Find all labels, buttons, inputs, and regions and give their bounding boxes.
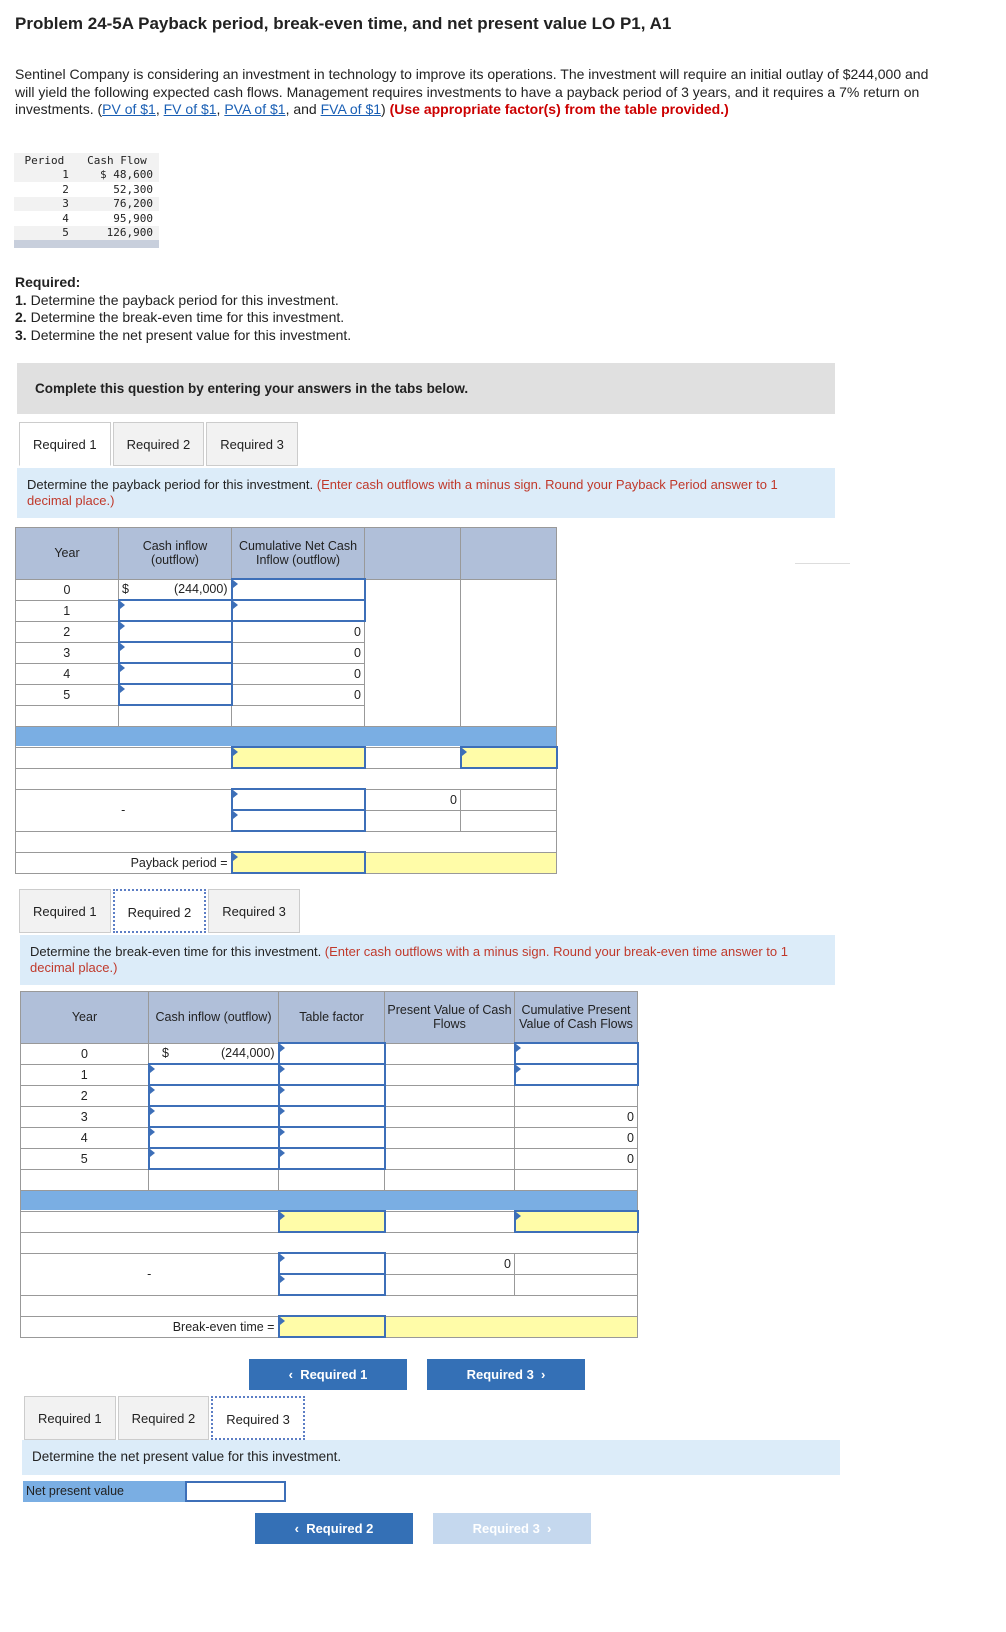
table-factor-input[interactable] — [279, 1106, 385, 1127]
payback-calc-input[interactable] — [232, 747, 365, 768]
table-row: 2 — [21, 1085, 638, 1106]
break-even-input[interactable] — [279, 1316, 385, 1337]
denominator-input[interactable] — [279, 1274, 385, 1295]
table-factor-input[interactable] — [279, 1127, 385, 1148]
table-row: 4 0 — [21, 1127, 638, 1148]
required-list: Required: 1. Determine the payback period for this investment. 2. Determine the break-even time for this investment. 3. Determine the net present value for this investment. — [15, 274, 352, 343]
npv-label: Net present value — [23, 1481, 185, 1502]
table-factor-input[interactable] — [279, 1148, 385, 1169]
tab-bar-2 — [19, 889, 302, 933]
cash-inflow-input[interactable] — [119, 663, 232, 684]
next-required-3-button-disabled: Required 3 › — [433, 1513, 591, 1544]
tab-required-2[interactable]: Required 2 — [113, 422, 205, 466]
payback-period-input[interactable] — [232, 852, 365, 873]
cash-inflow-input[interactable] — [119, 621, 232, 642]
cumulative-pv-input[interactable] — [515, 1043, 638, 1064]
fv-link[interactable]: FV of $1 — [163, 101, 217, 117]
table-row: 3 0 — [21, 1106, 638, 1127]
prev-required-2-button[interactable]: ‹ Required 2 — [255, 1513, 413, 1544]
cash-flow-table: Period Cash Flow 1 $ 48,600 2 52,300 3 76,200 4 95,900 5 126,900 — [14, 153, 159, 248]
numerator-input[interactable] — [232, 789, 365, 810]
table-row: 1 — [21, 1064, 638, 1085]
numerator-input[interactable] — [279, 1253, 385, 1274]
table-factor-input[interactable] — [279, 1085, 385, 1106]
payback-period-label: Payback period = — [16, 852, 232, 873]
table-factor-input[interactable] — [279, 1064, 385, 1085]
table-row: 0 $ (244,000) — [21, 1043, 638, 1064]
table-row: 5 0 — [16, 684, 557, 705]
cumulative-pv-input[interactable] — [515, 1064, 638, 1085]
pv-link[interactable]: PV of $1 — [102, 101, 156, 117]
page-title: Problem 24-5A Payback period, break-even time, and net present value LO P1, A1 — [15, 14, 672, 33]
table-factor-input[interactable] — [279, 1043, 385, 1064]
fva-link[interactable]: FVA of $1 — [320, 101, 382, 117]
tab-required-3[interactable]: Required 3 — [206, 422, 298, 466]
cash-inflow-input[interactable] — [149, 1085, 279, 1106]
break-even-table: Year Cash inflow (outflow) Table factor Present Value of Cash Flows Cumulative Present Value of Cash Flows 0 $ (244,000) 1 2 3 0 4 0 5 0 - 0 Break-even time = — [20, 991, 639, 1338]
payback-calc-input[interactable] — [461, 747, 557, 768]
part2-instructions: Determine the break-even time for this investment. (Enter cash outflows with a minus sign. Round your break-even time answer to 1 decimal place.) — [20, 935, 835, 985]
cumulative-input[interactable] — [232, 600, 365, 621]
cash-inflow-input[interactable] — [119, 600, 232, 621]
denominator-input[interactable] — [232, 810, 365, 831]
break-even-label: Break-even time = — [21, 1316, 279, 1337]
table-row: 4 0 — [16, 663, 557, 684]
tab-required-1[interactable]: Required 1 — [19, 422, 111, 466]
tab-bar-1 — [19, 422, 300, 466]
tab-required-3[interactable]: Required 3 — [208, 889, 300, 933]
table-row: 3 0 — [16, 642, 557, 663]
cumulative-input[interactable] — [232, 579, 365, 600]
factor-note: (Use appropriate factor(s) from the table provided.) — [389, 101, 729, 117]
problem-intro: Sentinel Company is considering an investment in technology to improve its operations. The investment will require an initial outlay of $244,000 and will yield the following expected cash flows. Management requires investments to have a payback period of 3 years, and it requires a 7% return on investments. (PV of $1, FV of $1, PVA of $1, and FVA of $1) (Use appropriate factor(s) from the table provided.) — [15, 66, 929, 117]
tab-required-2[interactable]: Required 2 — [118, 1396, 210, 1440]
table-row: 5 0 — [21, 1148, 638, 1169]
cash-inflow-input[interactable] — [149, 1127, 279, 1148]
table-row: 3 76,200 — [14, 197, 159, 212]
tab-required-2[interactable]: Required 2 — [113, 889, 207, 933]
cash-inflow-input[interactable] — [119, 684, 232, 705]
break-even-calc-input[interactable] — [279, 1211, 385, 1232]
instructions-banner: Complete this question by entering your answers in the tabs below. — [17, 363, 835, 414]
prev-required-1-button[interactable]: ‹ Required 1 — [249, 1359, 407, 1390]
break-even-calc-input[interactable] — [515, 1211, 638, 1232]
cash-inflow-input[interactable] — [149, 1064, 279, 1085]
tab-required-3[interactable]: Required 3 — [211, 1396, 305, 1440]
table-row: 5 126,900 — [14, 226, 159, 241]
table-row: 0 $ (244,000) — [16, 579, 557, 600]
table-row: 1 — [16, 600, 557, 621]
cash-inflow-input[interactable] — [119, 642, 232, 663]
payback-table: Year Cash inflow (outflow) Cumulative Net Cash Inflow (outflow) 0 $ (244,000) 1 2 0 3 0 4 0 5 0 - 0 Payback period = — [15, 527, 558, 874]
cash-inflow-input[interactable] — [149, 1106, 279, 1127]
cash-inflow-input[interactable] — [149, 1148, 279, 1169]
part3-instructions: Determine the net present value for this investment. — [22, 1440, 840, 1475]
divider — [795, 563, 850, 564]
part1-instructions: Determine the payback period for this investment. (Enter cash outflows with a minus sign. Round your Payback Period answer to 1 decimal place.) — [17, 468, 835, 518]
table-row: 4 95,900 — [62, 211, 153, 225]
pva-link[interactable]: PVA of $1 — [224, 101, 286, 117]
npv-input[interactable] — [185, 1481, 286, 1502]
tab-required-1[interactable]: Required 1 — [24, 1396, 116, 1440]
table-row: 1 $ 48,600 — [14, 168, 159, 183]
table-row: 2 0 — [16, 621, 557, 642]
tab-required-1[interactable]: Required 1 — [19, 889, 111, 933]
table-row: 2 52,300 — [62, 182, 153, 196]
next-required-3-button[interactable]: Required 3 › — [427, 1359, 585, 1390]
tab-bar-3 — [24, 1396, 307, 1440]
